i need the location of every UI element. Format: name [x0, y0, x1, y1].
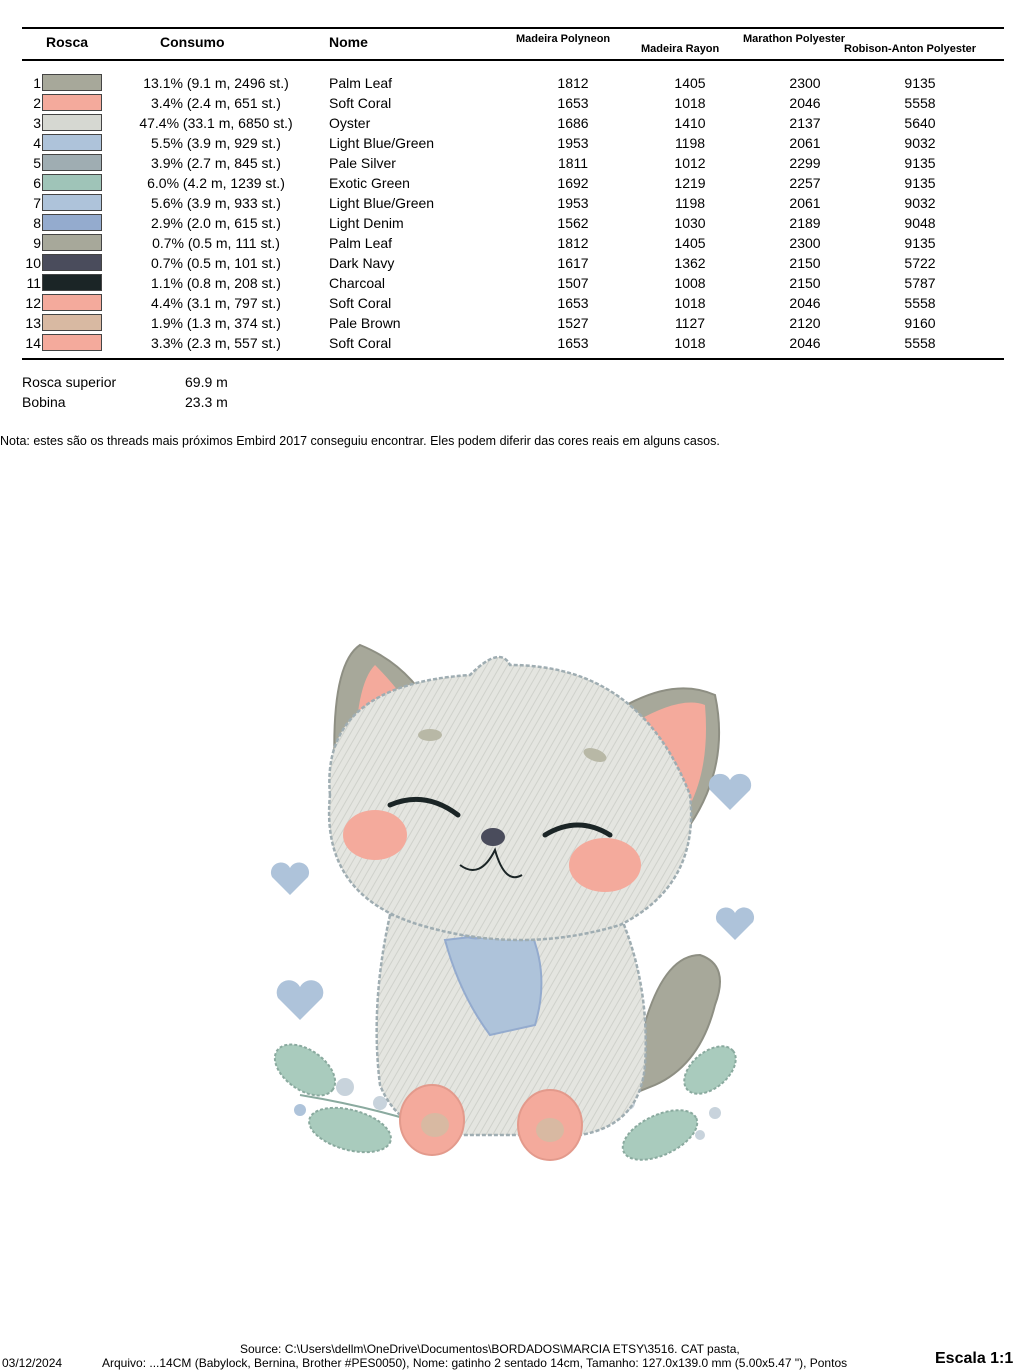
- robison-code: 9135: [904, 235, 936, 251]
- madeira-rayon-code: 1008: [674, 275, 706, 291]
- marathon-code: 2300: [789, 235, 821, 251]
- consumption: 4.4% (3.1 m, 797 st.): [151, 295, 281, 311]
- thread-name: Soft Coral: [329, 95, 392, 111]
- thread-name: Oyster: [329, 115, 371, 131]
- madeira-polyneon-code: 1562: [557, 215, 589, 231]
- madeira-polyneon-code: 1617: [557, 255, 589, 271]
- madeira-polyneon-code: 1653: [557, 335, 589, 351]
- thread-number: 1: [33, 75, 41, 91]
- consumption: 0.7% (0.5 m, 101 st.): [151, 255, 281, 271]
- consumption: 3.3% (2.3 m, 557 st.): [151, 335, 281, 351]
- color-swatch: [42, 114, 102, 131]
- consumption: 1.1% (0.8 m, 208 st.): [151, 275, 281, 291]
- color-swatch: [42, 314, 102, 331]
- footer-source: Source: C:\Users\dellm\OneDrive\Documentos\BORDADOS\MARCIA ETSY\3516. CAT pasta,: [240, 1342, 740, 1356]
- marathon-code: 2046: [789, 335, 821, 351]
- color-swatch: [42, 74, 102, 91]
- marathon-code: 2137: [789, 115, 821, 131]
- marathon-code: 2189: [789, 215, 821, 231]
- header-consumo: Consumo: [160, 34, 225, 50]
- madeira-rayon-code: 1018: [674, 335, 706, 351]
- table-top-rule: [22, 27, 1004, 29]
- robison-code: 9048: [904, 215, 936, 231]
- robison-code: 9135: [904, 155, 936, 171]
- header-marathon: Marathon Polyester: [743, 33, 846, 45]
- table-row: [0, 173, 1024, 193]
- marathon-code: 2046: [789, 95, 821, 111]
- header-bottom-rule: [22, 59, 1004, 61]
- marathon-code: 2300: [789, 75, 821, 91]
- thread-number: 3: [33, 115, 41, 131]
- robison-code: 5558: [904, 95, 936, 111]
- robison-code: 5558: [904, 335, 936, 351]
- madeira-rayon-code: 1127: [674, 315, 706, 331]
- madeira-polyneon-code: 1507: [557, 275, 589, 291]
- thread-number: 7: [33, 195, 41, 211]
- color-swatch: [42, 174, 102, 191]
- madeira-rayon-code: 1030: [674, 215, 706, 231]
- bobina-value: 23.3 m: [185, 394, 228, 410]
- table-row: [0, 333, 1024, 353]
- madeira-rayon-code: 1018: [674, 95, 706, 111]
- table-row: [0, 93, 1024, 113]
- consumption: 1.9% (1.3 m, 374 st.): [151, 315, 281, 331]
- robison-code: 9032: [904, 195, 936, 211]
- consumption: 2.9% (2.0 m, 615 st.): [151, 215, 281, 231]
- header-madeira-polyneon: Madeira Polyneon: [516, 33, 611, 45]
- robison-code: 9135: [904, 175, 936, 191]
- thread-number: 12: [25, 295, 41, 311]
- consumption: 47.4% (33.1 m, 6850 st.): [139, 115, 293, 131]
- madeira-polyneon-code: 1653: [557, 295, 589, 311]
- robison-code: 5722: [904, 255, 936, 271]
- note-text: Nota: estes são os threads mais próximos Embird 2017 conseguiu encontrar. Eles podem diferir das cores reais em alguns casos.: [0, 434, 720, 448]
- footer-arquivo: Arquivo: ...14CM (Babylock, Bernina, Brother #PES0050), Nome: gatinho 2 sentado 14cm, Tamanho: 127.0x139.0 mm (5.00x5.47 "), Pontos: [102, 1356, 848, 1370]
- color-swatch: [42, 154, 102, 171]
- thread-number: 5: [33, 155, 41, 171]
- thread-name: Light Blue/Green: [329, 195, 435, 211]
- header-nome: Nome: [329, 34, 368, 50]
- robison-code: 5787: [904, 275, 936, 291]
- table-row: [0, 153, 1024, 173]
- madeira-polyneon-code: 1953: [557, 135, 589, 151]
- madeira-polyneon-code: 1953: [557, 195, 589, 211]
- color-swatch: [42, 254, 102, 271]
- consumption: 0.7% (0.5 m, 111 st.): [152, 235, 280, 251]
- thread-number: 13: [25, 315, 41, 331]
- table-row: [0, 233, 1024, 253]
- thread-name: Soft Coral: [329, 335, 392, 351]
- thread-number: 2: [33, 95, 41, 111]
- thread-name: Palm Leaf: [329, 75, 393, 91]
- robison-code: 9135: [904, 75, 936, 91]
- madeira-polyneon-code: 1812: [557, 75, 589, 91]
- madeira-rayon-code: 1018: [674, 295, 706, 311]
- thread-name: Palm Leaf: [329, 235, 393, 251]
- thread-name: Dark Navy: [329, 255, 395, 271]
- thread-name: Light Denim: [329, 215, 404, 231]
- consumption: 3.4% (2.4 m, 651 st.): [151, 95, 281, 111]
- madeira-polyneon-code: 1812: [557, 235, 589, 251]
- table-row: [0, 73, 1024, 93]
- marathon-code: 2150: [789, 255, 821, 271]
- thread-number: 4: [33, 135, 41, 151]
- header-madeira-rayon: Madeira Rayon: [641, 43, 720, 55]
- madeira-polyneon-code: 1686: [557, 115, 589, 131]
- thread-name: Exotic Green: [329, 175, 410, 191]
- color-swatch: [42, 134, 102, 151]
- robison-code: 5640: [904, 115, 936, 131]
- embroidery-preview: [260, 625, 760, 1170]
- madeira-rayon-code: 1405: [674, 235, 706, 251]
- color-swatch: [42, 294, 102, 311]
- marathon-code: 2299: [789, 155, 821, 171]
- header-robison: Robison-Anton Polyester: [844, 43, 977, 55]
- footer-date: 03/12/2024: [2, 1356, 63, 1370]
- footer-escala: Escala 1:1: [935, 1350, 1014, 1367]
- madeira-polyneon-code: 1653: [557, 95, 589, 111]
- madeira-rayon-code: 1219: [674, 175, 706, 191]
- madeira-rayon-code: 1362: [674, 255, 706, 271]
- table-row: [0, 253, 1024, 273]
- color-swatch: [42, 214, 102, 231]
- consumption: 13.1% (9.1 m, 2496 st.): [143, 75, 289, 91]
- thread-name: Pale Brown: [329, 315, 401, 331]
- consumption: 5.5% (3.9 m, 929 st.): [151, 135, 281, 151]
- robison-code: 9032: [904, 135, 936, 151]
- madeira-rayon-code: 1198: [674, 195, 706, 211]
- color-swatch: [42, 194, 102, 211]
- madeira-rayon-code: 1012: [674, 155, 706, 171]
- color-swatch: [42, 234, 102, 251]
- rosca-superior-value: 69.9 m: [185, 374, 228, 390]
- madeira-polyneon-code: 1692: [557, 175, 589, 191]
- thread-number: 11: [26, 275, 41, 291]
- table-row: [0, 313, 1024, 333]
- consumption: 3.9% (2.7 m, 845 st.): [151, 155, 281, 171]
- thread-number: 10: [25, 255, 41, 271]
- marathon-code: 2120: [789, 315, 821, 331]
- thread-name: Charcoal: [329, 275, 386, 291]
- thread-name: Light Blue/Green: [329, 135, 435, 151]
- madeira-rayon-code: 1405: [674, 75, 706, 91]
- consumption: 5.6% (3.9 m, 933 st.): [151, 195, 281, 211]
- marathon-code: 2046: [789, 295, 821, 311]
- table-row: [0, 213, 1024, 233]
- color-swatch: [42, 94, 102, 111]
- bobina-label: Bobina: [22, 394, 66, 410]
- table-row: [0, 133, 1024, 153]
- thread-number: 9: [33, 235, 41, 251]
- header-rosca: Rosca: [46, 34, 89, 50]
- table-bottom-rule: [22, 358, 1004, 360]
- rosca-superior-label: Rosca superior: [22, 374, 117, 390]
- table-row: [0, 293, 1024, 313]
- consumption: 6.0% (4.2 m, 1239 st.): [147, 175, 285, 191]
- color-swatch: [42, 334, 102, 351]
- marathon-code: 2061: [789, 135, 821, 151]
- robison-code: 5558: [904, 295, 936, 311]
- thread-number: 8: [33, 215, 41, 231]
- madeira-rayon-code: 1410: [674, 115, 706, 131]
- thread-number: 14: [25, 335, 41, 351]
- thread-name: Soft Coral: [329, 295, 392, 311]
- madeira-rayon-code: 1198: [674, 135, 706, 151]
- madeira-polyneon-code: 1527: [557, 315, 589, 331]
- table-row: [0, 273, 1024, 293]
- marathon-code: 2150: [789, 275, 821, 291]
- robison-code: 9160: [904, 315, 936, 331]
- table-row: [0, 113, 1024, 133]
- color-swatch: [42, 274, 102, 291]
- table-row: [0, 193, 1024, 213]
- marathon-code: 2061: [789, 195, 821, 211]
- thread-number: 6: [33, 175, 41, 191]
- madeira-polyneon-code: 1811: [557, 155, 589, 171]
- thread-name: Pale Silver: [329, 155, 396, 171]
- marathon-code: 2257: [789, 175, 821, 191]
